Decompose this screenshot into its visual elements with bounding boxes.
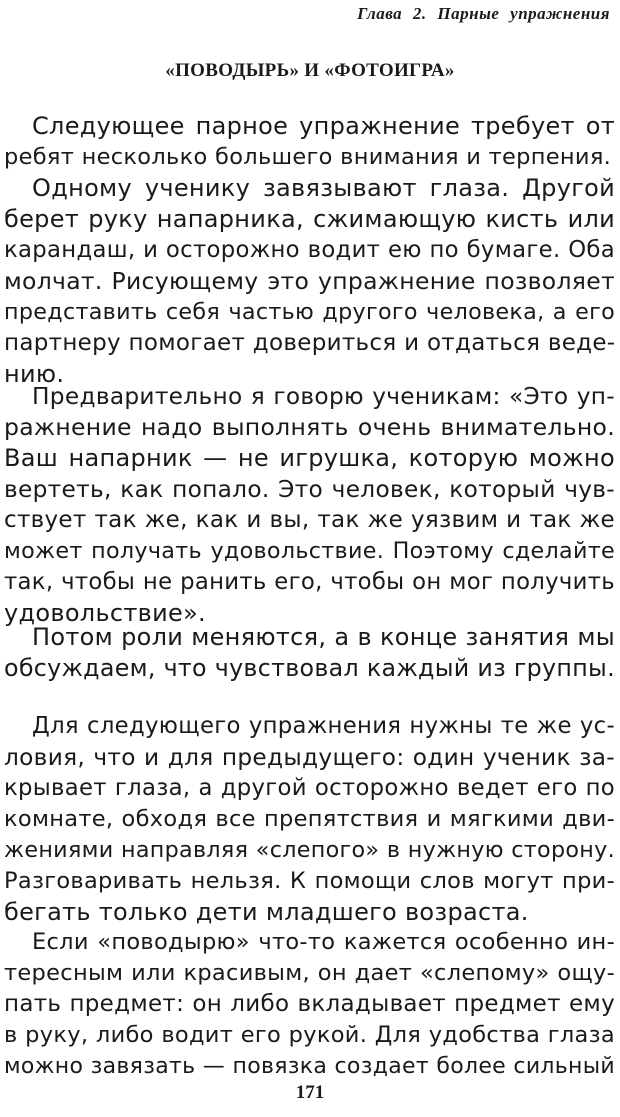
text-line: обсуждаем, что чувствовал каждый из группы. <box>4 654 615 682</box>
text-line: карандаш, и осторожно водит ею по бумаге. Оба <box>4 237 615 263</box>
text-line: ражнение надо выполнять очень внимательно. <box>4 413 615 441</box>
text-line: Если «поводырю» что-то кажется особенно ин- <box>32 929 615 955</box>
text-line: пать предмет: он либо вкладывает предмет ему <box>4 991 615 1017</box>
text-line: представить себя частью другого человека, а его <box>4 299 615 325</box>
paragraph-5 <box>4 711 615 928</box>
text-line: Для следующего упражнения нужны те же ус- <box>32 713 615 739</box>
text-line: удовольствие». <box>4 599 206 627</box>
paragraph-3 <box>4 381 615 629</box>
text-line: партнеру помогает довериться и отдаться веде- <box>4 330 616 356</box>
text-line: берет руку напарника, сжимающую кисть или <box>4 205 615 233</box>
text-line: бегать только дети младшего возраста. <box>4 898 529 926</box>
text-line: ребят несколько большего внимания и терпения. <box>4 144 612 170</box>
text-line: Следующее парное упражнение требует от <box>32 112 615 140</box>
text-line: Одному ученику завязывают глаза. Другой <box>32 174 615 202</box>
text-line: нию. <box>4 360 65 388</box>
text-line: в руку, либо водит его рукой. Для удобства глаза <box>4 1022 615 1048</box>
paragraph-1 <box>4 111 615 173</box>
text-line: крывает глаза, а другой осторожно ведет его по <box>4 775 615 801</box>
text-line: Ваш напарник — не игрушка, которую можно <box>4 444 615 472</box>
text-line: комнате, обходя все препятствия и мягкими дви- <box>4 806 615 832</box>
paragraph-6 <box>4 927 615 1082</box>
text-line: Разговаривать нельзя. К помощи слов могут при- <box>4 868 615 894</box>
text-line: тересным или красивым, он дает «слепому» ощу- <box>4 960 615 986</box>
text-line: Потом роли меняются, а в конце занятия мы <box>32 623 615 651</box>
text-line: ствует так же, как и вы, так же уязвим и так же <box>4 507 615 533</box>
text-line: Предварительно я говорю ученикам: «Это уп- <box>32 383 615 410</box>
page-number: 171 <box>295 1082 325 1103</box>
section-title: «ПОВОДЫРЬ» И «ФОТОИГРА» <box>165 60 455 81</box>
text-line: можно завязать — повязка создает более сильный <box>4 1054 615 1079</box>
paragraph-2 <box>4 173 615 390</box>
text-line: так, чтобы не ранить его, чтобы он мог получить <box>4 569 615 595</box>
running-head: Глава 2. Парные упражнения <box>357 4 610 23</box>
text-line: жениями направляя «слепого» в нужную сторону. <box>4 837 615 863</box>
text-line: вертеть, как попало. Это человек, который чув- <box>4 476 615 503</box>
text-line: ловия, что и для предыдущего: один ученик за- <box>4 744 615 771</box>
paragraph-4 <box>4 622 615 684</box>
text-line: может получать удовольствие. Поэтому сделайте <box>4 538 615 564</box>
text-line: молчат. Рисующему это упражнение позволяет <box>4 267 615 295</box>
